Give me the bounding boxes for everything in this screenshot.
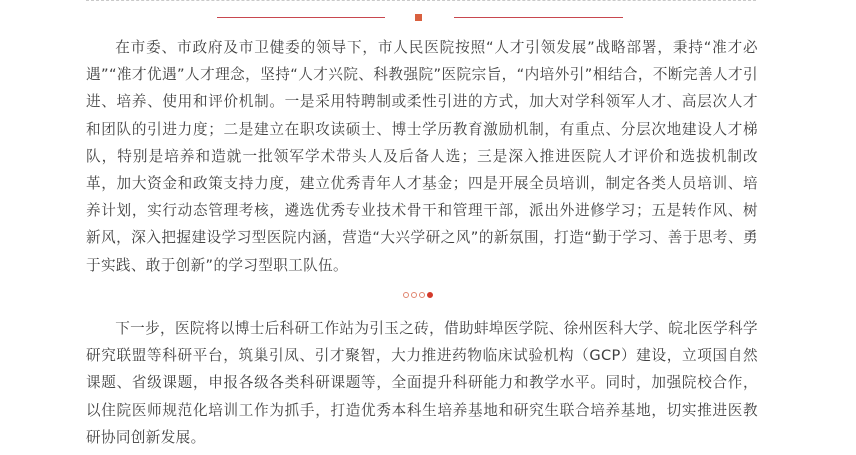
- separator-dot-icon: [403, 292, 409, 298]
- separator-dot-icon: [411, 292, 417, 298]
- divider-line-right: [454, 17, 623, 18]
- paragraph-separator-dots: [403, 292, 433, 302]
- top-dotted-rule: [86, 0, 756, 1]
- paragraph-talent-strategy: 在市委、市政府及市卫健委的领导下，市人民医院按照“人才引领发展”战略部署，秉持“准才必遇”“准才优遇”人才理念，坚持“人才兴院、科教强院”医院宗旨，“内培外引”相结合，不断完善人才引进、培养、使用和评价机制。一是采用特聘制或柔性引进的方式，加大对学科领军人才、高层次人才和团队的引进力度；二是建立在职攻读硕士、博士学历教育激励机制，有重点、分层次地建设人才梯队，特别是培养和造就一批领军学术带头人及后备人选；三是深入推进医院人才评价和选拔机制改革，加大资金和政策支持力度，建立优秀青年人才基金；四是开展全员培训，制定各类人员培训、培养计划，实行动态管理考核，遴选优秀专业技术骨干和管理干部，派出外进修学习；五是转作风、树新风，深入把握建设学习型医院内涵，营造“大兴学研之风”的新氛围，打造“勤于学习、善于思考、勇于实践、敢于创新”的学习型职工队伍。: [86, 39, 758, 274]
- paragraph-next-steps: 下一步，医院将以博士后科研工作站为引玉之砖，借助蚌埠医学院、徐州医科大学、皖北医学科学研究联盟等科研平台，筑巢引凤、引才聚智，大力推进药物临床试验机构（GCP）建设，立项国自然课题、省级课题，申报各级各类科研课题等，全面提升科研能力和教学水平。同时，加强院校合作，以住院医师规范化培训工作为抓手，打造优秀本科生培养基地和研究生联合培养基地，切实推进医教研协同创新发展。: [86, 320, 758, 446]
- separator-dot-filled-icon: [427, 292, 433, 298]
- section-divider: [0, 13, 856, 23]
- divider-square-icon: [415, 14, 422, 21]
- separator-dot-icon: [419, 292, 425, 298]
- divider-line-left: [217, 17, 385, 18]
